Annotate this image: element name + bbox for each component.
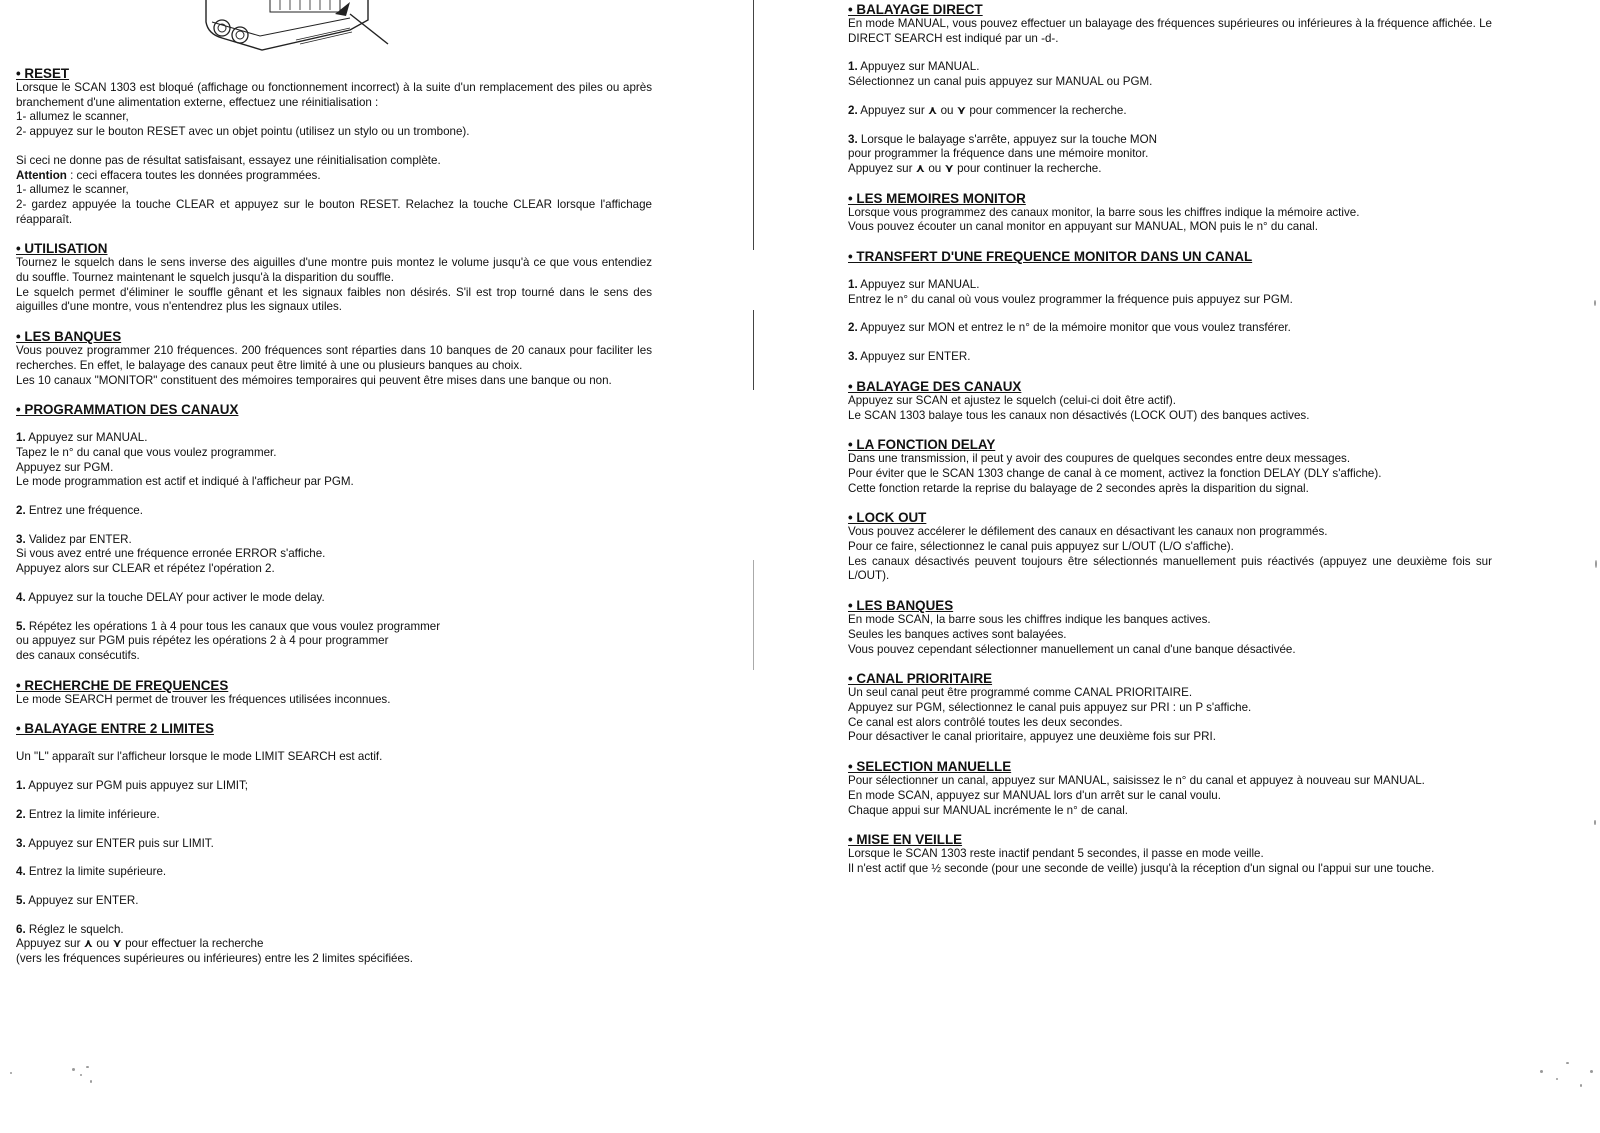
step: 1. Appuyez sur MANUAL. [848,278,980,292]
column-divider [753,560,754,670]
paragraph: (vers les fréquences supérieures ou inférieures) entre les 2 limites spécifiées. [16,952,413,966]
section-programmation [16,402,652,663]
step: 4. Appuyez sur la touche DELAY pour activer le mode delay. [16,590,325,604]
paragraph: Si ceci ne donne pas de résultat satisfaisant, essayez une réinitialisation complète. [16,153,441,167]
paragraph: Le SCAN 1303 balaye tous les canaux non désactivés (LOCK OUT) des banques actives. [848,408,1310,422]
paragraph: 2- gardez appuyée la touche CLEAR et appuyez sur le bouton RESET. Relachez la touche CLEAR lorsque l'affichage réapparaît. [16,197,652,226]
section-title: • UTILISATION [16,241,108,257]
section-title: • LES BANQUES [848,598,954,614]
section-title: • LES BANQUES [16,329,122,345]
paragraph: Lorsque le SCAN 1303 reste inactif pendant 5 secondes, il passe en mode veille. [848,847,1264,861]
paragraph: Pour désactiver le canal prioritaire, appuyez une deuxième fois sur PRI. [848,730,1216,744]
paragraph: des canaux consécutifs. [16,648,140,662]
attention-text: : ceci effacera toutes les données programmées. [66,168,321,182]
section-title: • RESET [16,66,70,81]
paragraph: Appuyez sur ⋏ ou ⋎ pour effectuer la recherche [16,937,264,951]
section-banques-scan [848,598,1492,657]
paragraph: Le squelch permet d'éliminer le souffle gênant et les signaux faibles non désirés. S'il est trop tourné dans le sens des aiguilles d'une montre, vous n'entendrez plus les signaux utiles. [16,285,652,314]
paragraph: Un "L" apparaît sur l'afficheur lorsque le mode LIMIT SEARCH est actif. [16,750,383,764]
section-title: • SELECTION MANUELLE [848,759,1012,775]
step: 2. Appuyez sur ⋏ ou ⋎ pour commencer la recherche. [848,103,1127,117]
attention-label: Attention [16,168,67,182]
paragraph: Les 10 canaux "MONITOR" constituent des mémoires temporaires qui peuvent être mises dans une banque ou non. [16,373,612,387]
section-canal-prioritaire [848,671,1492,745]
section-title: • RECHERCHE DE FREQUENCES [16,677,229,693]
paragraph: Lorsque vous programmez des canaux monitor, la barre sous les chiffres indique la mémoire active. [848,205,1360,219]
up-arrow-icon: ⋏ [927,103,938,117]
step: 6. Réglez le squelch. [16,922,124,936]
paragraph: Appuyez alors sur CLEAR et répétez l'opération 2. [16,562,275,576]
section-balayage-limites [16,721,652,966]
step: 3. Validez par ENTER. [16,532,132,546]
paragraph: Pour éviter que le SCAN 1303 change de canal à ce moment, activez la fonction DELAY (DLY s'affiche). [848,466,1382,480]
paragraph: Appuyez sur PGM. [16,460,114,474]
paragraph: Si vous avez entré une fréquence erronée ERROR s'affiche. [16,547,326,561]
paragraph: En mode MANUAL, vous pouvez effectuer un balayage des fréquences supérieures ou inférieures à la fréquence affichée. Le DIRECT SEARCH est indiqué par un -d-. [848,17,1492,45]
section-title: • PROGRAMMATION DES CANAUX [16,402,239,418]
section-title: • BALAYAGE DIRECT [848,2,983,17]
paragraph: Dans une transmission, il peut y avoir des coupures de quelques secondes entre deux messages. [848,452,1351,466]
paragraph: ou appuyez sur PGM puis répétez les opérations 2 à 4 pour programmer [16,634,389,648]
paragraph: Cette fonction retarde la reprise du balayage de 2 secondes après la disparition du signal. [848,481,1309,495]
section-lock-out [848,510,1492,584]
paragraph: Chaque appui sur MANUAL incrémente le n° de canal. [848,803,1129,817]
left-column [16,0,652,967]
section-memoires-monitor [848,191,1492,235]
paragraph: Appuyez sur SCAN et ajustez le squelch (celui-ci doit être actif). [848,393,1176,407]
section-delay [848,437,1492,496]
paragraph: Sélectionnez un canal puis appuyez sur MANUAL ou PGM. [848,75,1153,89]
up-arrow-icon: ⋏ [83,937,94,951]
paragraph: Le mode programmation est actif et indiqué à l'afficheur par PGM. [16,475,354,489]
step: 1. Appuyez sur PGM puis appuyez sur LIMIT; [16,779,248,793]
step: 1. Appuyez sur MANUAL. [848,60,980,74]
section-selection-manuelle [848,759,1492,818]
paragraph: Un seul canal peut être programmé comme CANAL PRIORITAIRE. [848,686,1193,700]
paragraph: 1- allumez le scanner, [16,110,129,124]
paragraph: Vous pouvez accélerer le défilement des canaux en désactivant les canaux non programmés. [848,525,1328,539]
paragraph: Les canaux désactivés peuvent toujours être sélectionnés manuellement puis réactivés (appuyez une deuxième fois sur L/OUT). [848,554,1492,583]
paragraph [16,169,652,184]
paragraph: Seules les banques actives sont balayées. [848,627,1067,641]
section-title: • LOCK OUT [848,510,927,526]
down-arrow-icon: ⋎ [112,937,122,951]
paragraph: En mode SCAN, appuyez sur MANUAL lors d'un arrêt sur le canal voulu. [848,788,1221,802]
paragraph: Tournez le squelch dans le sens inverse des aiguilles d'une montre puis montez le volume jusqu'à ce que vous entendiez du souffle. Tournez maintenant le squelch jusqu'à la disparition du souffle. [16,256,652,285]
section-title: • LES MEMOIRES MONITOR [848,190,1026,206]
section-transfert [848,249,1492,365]
step: 2. Entrez une fréquence. [16,504,143,518]
step: 2. Appuyez sur MON et entrez le n° de la mémoire monitor que vous voulez transférer. [848,321,1291,335]
section-title: • BALAYAGE DES CANAUX [848,378,1022,394]
step: 3. Lorsque le balayage s'arrête, appuyez sur la touche MON [848,132,1157,146]
paragraph: 2- appuyez sur le bouton RESET avec un objet pointu (utilisez un stylo ou un trombone). [16,125,470,139]
step: 3. Appuyez sur ENTER puis sur LIMIT. [16,836,214,850]
right-column [848,0,1492,877]
step: 1. Appuyez sur MANUAL. [16,431,148,445]
paragraph: Lorsque le SCAN 1303 est bloqué (affichage ou fonctionnement incorrect) à la suite d'un remplacement des piles ou après branchement d'une alimentation externe, effectuez une réinitialisation : [16,81,652,109]
paragraph: 1- allumez le scanner, [16,183,129,197]
paragraph: Entrez le n° du canal où vous voulez programmer la fréquence puis appuyez sur PGM. [848,292,1293,306]
section-reset [16,66,652,227]
section-title: • MISE EN VEILLE [848,832,963,848]
paragraph: Appuyez sur ⋏ ou ⋎ pour continuer la recherche. [848,161,1102,175]
section-title: • LA FONCTION DELAY [848,437,996,453]
paragraph: Vous pouvez programmer 210 fréquences. 200 fréquences sont réparties dans 10 banques de 20 canaux pour faciliter les recherches. En effet, le balayage des canaux peut être limité à une ou plusieurs banques au choix. [16,344,652,372]
section-mise-en-veille [848,832,1492,876]
paragraph: Vous pouvez cependant sélectionner manuellement un canal d'une banque désactivée. [848,642,1296,656]
section-recherche [16,678,652,708]
section-utilisation [16,241,652,315]
step: 5. Appuyez sur ENTER. [16,893,139,907]
paragraph: Ce canal est alors contrôlé toutes les deux secondes. [848,715,1123,729]
section-title: • CANAL PRIORITAIRE [848,671,993,687]
paragraph: Il n'est actif que ½ seconde (pour une seconde de veille) jusqu'à la réception d'un signal ou l'appui sur une touche. [848,861,1435,875]
step: 3. Appuyez sur ENTER. [848,350,971,364]
column-divider [753,310,754,390]
paragraph: Pour sélectionner un canal, appuyez sur MANUAL, saisissez le n° du canal et appuyez à nouveau sur MANUAL. [848,774,1425,788]
paragraph: En mode SCAN, la barre sous les chiffres indique les banques actives. [848,613,1211,627]
paragraph: Vous pouvez écouter un canal monitor en appuyant sur MANUAL, MON puis le n° du canal. [848,220,1318,234]
section-balayage-direct [848,2,1492,177]
paragraph: Le mode SEARCH permet de trouver les fréquences utilisées inconnues. [16,692,391,706]
paragraph: Appuyez sur PGM, sélectionnez le canal puis appuyez sur PRI : un P s'affiche. [848,700,1252,714]
paragraph: Tapez le n° du canal que vous voulez programmer. [16,445,277,459]
section-banques [16,329,652,388]
paragraph: pour programmer la fréquence dans une mémoire monitor. [848,147,1149,161]
section-title: • BALAYAGE ENTRE 2 LIMITES [16,721,214,737]
step: 2. Entrez la limite inférieure. [16,807,160,821]
up-arrow-icon: ⋏ [915,161,926,175]
step: 5. Répétez les opérations 1 à 4 pour tous les canaux que vous voulez programmer [16,619,441,633]
step: 4. Entrez la limite supérieure. [16,865,167,879]
section-balayage-canaux [848,379,1492,423]
down-arrow-icon: ⋎ [944,161,954,175]
down-arrow-icon: ⋎ [956,103,967,117]
paragraph: Pour ce faire, sélectionnez le canal puis appuyez sur L/OUT (L/O s'affiche). [848,540,1234,554]
section-title: • TRANSFERT D'UNE FREQUENCE MONITOR DANS UN CANAL [848,249,1253,265]
column-divider [753,0,754,250]
